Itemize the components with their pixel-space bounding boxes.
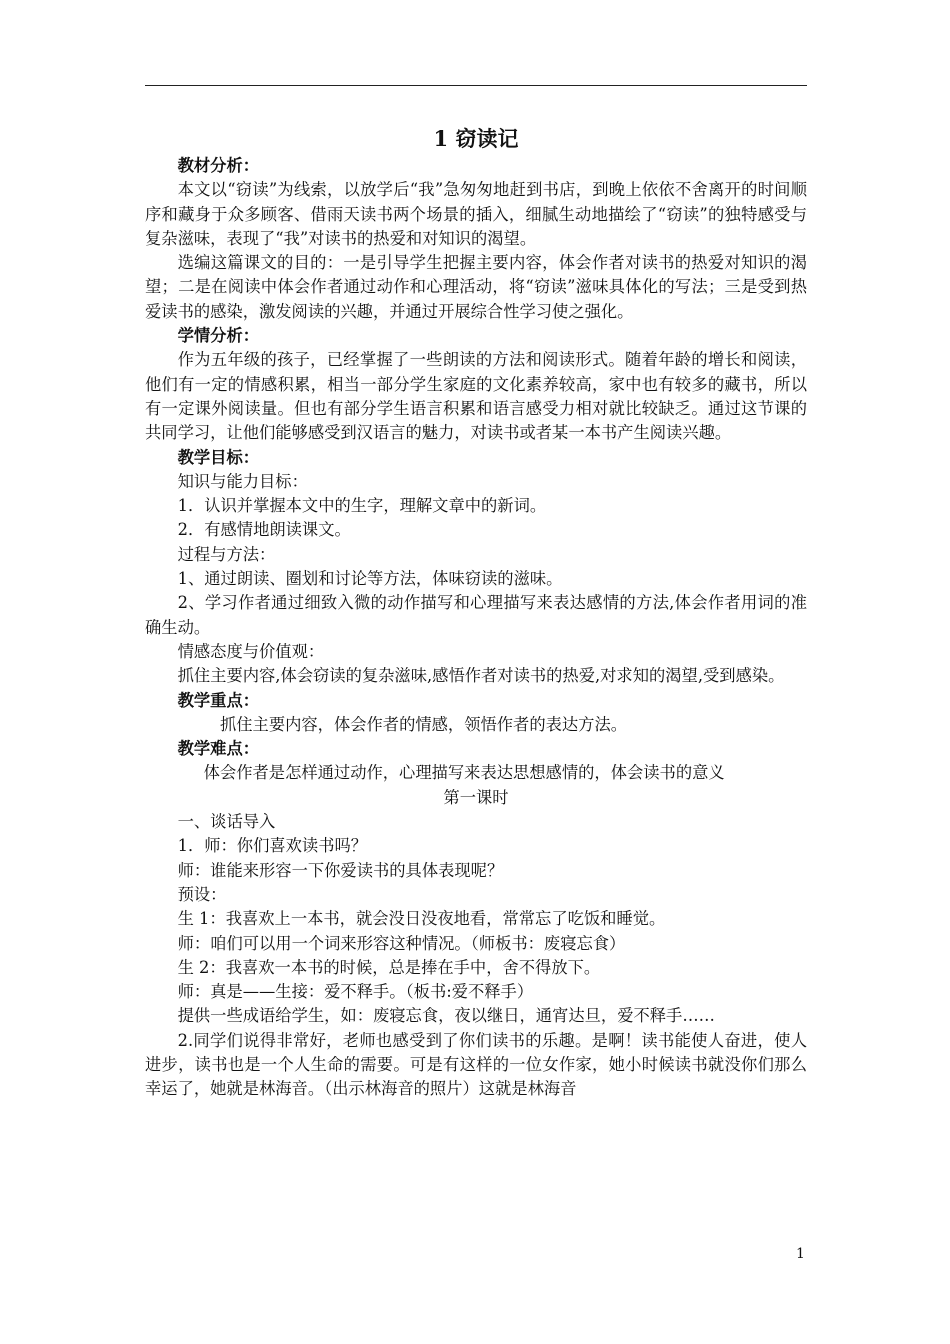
dialogue-line: 师：咱们可以用一个词来形容这种情况。（师板书：废寝忘食） <box>177 933 626 953</box>
paragraph: 本文以“窃读”为线索，以放学后“我”急匆匆地赶到书店，到晚上依依不舍离开的时间顺序和藏身于众多顾客、借雨天读书两个场景的插入，细腻生动地描绘了“窃读”的独特感受与复杂滋味，表现了“我”对读书的热爱和对知识的渴望。 <box>145 180 807 248</box>
dialogue-line: 提供一些成语给学生，如：废寝忘食，夜以继日，通宵达旦，爱不释手…… <box>177 1006 715 1026</box>
dialogue-line: 预设： <box>177 884 227 904</box>
paragraph: 选编这篇课文的目的：一是引导学生把握主要内容，体会作者对读书的热爱对知识的渴望；二是在阅读中体会作者通过动作和心理活动，将“窃读”滋味具体化的写法；三是受到热爱读书的感染，激发阅读的兴趣，并通过开展综合性学习使之强化。 <box>145 253 807 321</box>
dialogue-line: 生 1：我喜欢上一本书，就会没日没夜地看，常常忘了吃饭和睡觉。 <box>177 909 666 929</box>
paragraph: 2.同学们说得非常好，老师也感受到了你们读书的乐趣。是啊！读书能使人奋进，使人进步，读书也是一个人生命的需要。可是有这样的一位女作家，她小时候读书就没你们那么幸运了，她就是林海音。（出示林海音的照片）这就是林海音 <box>145 1030 807 1099</box>
goal-subheading: 过程与方法： <box>177 544 276 564</box>
goal-subheading: 情感态度与价值观： <box>177 641 325 661</box>
page-title: 1 窃读记 <box>433 126 519 151</box>
page-number: 1 <box>796 1246 805 1262</box>
list-item: 2．有感情地朗读课文。 <box>177 520 351 540</box>
heading-textbook-analysis: 教材分析： <box>177 156 260 175</box>
heading-teaching-goals: 教学目标： <box>177 447 260 467</box>
list-item: 1、通过朗读、圈划和讨论等方法，体味窃读的滋味。 <box>177 569 563 589</box>
heading-student-analysis: 学情分析： <box>177 326 260 346</box>
list-item: 2、学习作者通过细致入微的动作描写和心理描写来表达感情的方法,体会作者用词的准确生动。 <box>145 593 807 637</box>
paragraph: 体会作者是怎样通过动作，心理描写来表达思想感情的，体会读书的意义 <box>203 763 725 783</box>
document-body <box>145 124 807 1102</box>
paragraph: 作为五年级的孩子，已经掌握了一些朗读的方法和阅读形式。随着年龄的增长和阅读，他们有一定的情感积累，相当一部分学生家庭的文化素养较高，家中也有较多的藏书，所以有一定课外阅读量。但也有部分学生语言积累和语言感受力相对就比较缺乏。通过这节课的共同学习，让他们能够感受到汉语言的魅力，对读书或者某一本书产生阅读兴趣。 <box>145 350 807 443</box>
paragraph: 抓住主要内容，体会作者的情感，领悟作者的表达方法。 <box>219 714 628 734</box>
dialogue-line: 师：谁能来形容一下你爱读书的具体表现呢？ <box>177 860 504 880</box>
heading-difficulties: 教学难点： <box>177 739 260 759</box>
dialogue-line: 生 2：我喜欢一本书的时候，总是捧在手中，舍不得放下。 <box>177 957 601 977</box>
goal-subheading: 知识与能力目标： <box>177 471 308 491</box>
lesson-title: 第一课时 <box>443 787 509 807</box>
header-rule <box>145 85 807 86</box>
dialogue-line: 1．师：你们喜欢读书吗？ <box>177 836 368 856</box>
list-item: 1．认识并掌握本文中的生字，理解文章中的新词。 <box>177 496 547 516</box>
dialogue-line: 师：真是——生接：爱不释手。（板书:爱不释手） <box>177 982 534 1002</box>
paragraph: 抓住主要内容,体会窃读的复杂滋味,感悟作者对读书的热爱,对求知的渴望,受到感染。 <box>177 666 785 686</box>
section-heading: 一、谈话导入 <box>177 812 276 832</box>
heading-key-points: 教学重点： <box>177 690 260 710</box>
